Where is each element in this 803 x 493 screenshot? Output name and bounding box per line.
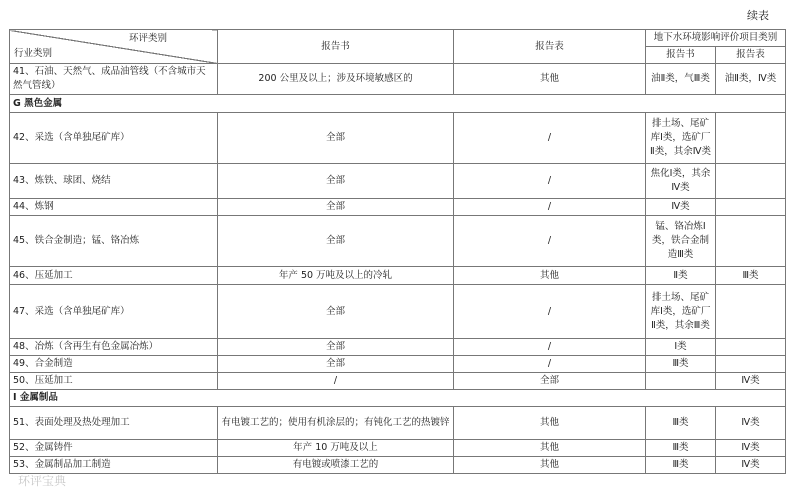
gw-report-book-cell: 锰、铬冶炼Ⅰ类，铁合金制造Ⅲ类 [646, 216, 716, 267]
table-row [10, 407, 786, 440]
report-book-cell: 全部 [218, 285, 454, 339]
industry-cell: 43、炼铁、球团、烧结 [10, 164, 218, 199]
gw-report-book-cell: 排土场、尾矿库Ⅰ类，选矿厂Ⅱ类，其余Ⅳ类 [646, 113, 716, 164]
report-book-cell: 全部 [218, 356, 454, 373]
gw-report-book-cell: 排土场、尾矿库Ⅰ类，选矿厂Ⅱ类，其余Ⅲ类 [646, 285, 716, 339]
report-table-cell: 其他 [454, 440, 646, 457]
report-table-cell: 其他 [454, 407, 646, 440]
gw-report-table-cell [716, 199, 786, 216]
report-book-cell: 全部 [218, 199, 454, 216]
section-title: G 黑色金属 [10, 95, 786, 113]
watermark: 环评宝典 [18, 474, 67, 488]
gw-report-book-cell: Ⅰ类 [646, 339, 716, 356]
continued-label: 续表 [747, 9, 769, 22]
table-row [10, 64, 786, 95]
gw-report-book-cell: Ⅲ类 [646, 440, 716, 457]
gw-report-table-cell [716, 339, 786, 356]
header-report-book: 报告书 [218, 30, 454, 64]
report-table-cell: / [454, 164, 646, 199]
section-row [10, 95, 786, 113]
gw-report-table-cell: Ⅳ类 [716, 457, 786, 474]
header-report-table: 报告表 [454, 30, 646, 64]
gw-report-table-cell: 油Ⅱ类，Ⅳ类 [716, 64, 786, 95]
industry-cell: 45、铁合金制造；锰、铬冶炼 [10, 216, 218, 267]
report-book-cell: 200 公里及以上；涉及环境敏感区的 [218, 64, 454, 95]
table-row [10, 164, 786, 199]
row-category-label: 行业类别 [14, 48, 53, 59]
gw-report-table-cell [716, 356, 786, 373]
report-book-cell: 年产 50 万吨及以上的冷轧 [218, 267, 454, 285]
header-groundwater-group: 地下水环境影响评价项目类别 [646, 30, 786, 47]
gw-report-table-cell: Ⅳ类 [716, 373, 786, 390]
gw-report-book-cell: Ⅲ类 [646, 356, 716, 373]
gw-report-book-cell: 油Ⅱ类，气Ⅲ类 [646, 64, 716, 95]
table-row [10, 267, 786, 285]
industry-cell: 51、表面处理及热处理加工 [10, 407, 218, 440]
industry-cell: 44、炼钢 [10, 199, 218, 216]
industry-cell: 42、采选（含单独尾矿库） [10, 113, 218, 164]
industry-cell: 47、采选（含单独尾矿库） [10, 285, 218, 339]
gw-report-table-cell [716, 285, 786, 339]
gw-report-table-cell [716, 216, 786, 267]
gw-report-book-cell: 焦化Ⅰ类，其余Ⅳ类 [646, 164, 716, 199]
table-row [10, 199, 786, 216]
gw-report-book-cell: Ⅱ类 [646, 267, 716, 285]
section-title: I 金属制品 [10, 390, 786, 407]
industry-cell: 48、冶炼（含再生有色金属冶炼） [10, 339, 218, 356]
col-category-label: 环评类别 [128, 33, 167, 44]
section-row [10, 390, 786, 407]
report-book-cell: 全部 [218, 113, 454, 164]
report-book-cell: 全部 [218, 164, 454, 199]
industry-cell: 46、压延加工 [10, 267, 218, 285]
gw-report-book-cell: Ⅳ类 [646, 199, 716, 216]
report-book-cell: 全部 [218, 339, 454, 356]
diagonal-header-cell [10, 30, 218, 64]
report-book-cell: 年产 10 万吨及以上 [218, 440, 454, 457]
table-row [10, 457, 786, 474]
report-table-cell: 其他 [454, 267, 646, 285]
gw-report-book-cell: Ⅲ类 [646, 457, 716, 474]
gw-report-table-cell: Ⅲ类 [716, 267, 786, 285]
gw-report-table-cell [716, 113, 786, 164]
gw-report-book-cell [646, 373, 716, 390]
industry-cell: 50、压延加工 [10, 373, 218, 390]
table-row [10, 373, 786, 390]
report-table-cell: / [454, 216, 646, 267]
table-row [10, 285, 786, 339]
report-table-cell: / [454, 113, 646, 164]
table-row [10, 356, 786, 373]
report-book-cell: / [218, 373, 454, 390]
eia-classification-table [9, 29, 786, 474]
report-table-cell: 全部 [454, 373, 646, 390]
report-book-cell: 全部 [218, 216, 454, 267]
report-book-cell: 有电镀工艺的；使用有机涂层的；有钝化工艺的热镀锌 [218, 407, 454, 440]
industry-cell: 53、金属制品加工制造 [10, 457, 218, 474]
gw-report-table-cell: Ⅳ类 [716, 440, 786, 457]
table-row [10, 339, 786, 356]
report-table-cell: 其他 [454, 64, 646, 95]
header-gw-report-table: 报告表 [716, 47, 786, 64]
industry-cell: 49、合金制造 [10, 356, 218, 373]
industry-cell: 41、石油、天然气、成品油管线（不含城市天然气管线） [10, 64, 218, 95]
industry-cell: 52、金属铸件 [10, 440, 218, 457]
report-table-cell: / [454, 285, 646, 339]
gw-report-table-cell [716, 164, 786, 199]
gw-report-table-cell: Ⅳ类 [716, 407, 786, 440]
report-book-cell: 有电镀或喷漆工艺的 [218, 457, 454, 474]
table-row [10, 216, 786, 267]
table-row [10, 440, 786, 457]
header-gw-report-book: 报告书 [646, 47, 716, 64]
report-table-cell: / [454, 339, 646, 356]
gw-report-book-cell: Ⅲ类 [646, 407, 716, 440]
header-row [10, 30, 786, 47]
report-table-cell: 其他 [454, 457, 646, 474]
report-table-cell: / [454, 199, 646, 216]
table-row [10, 113, 786, 164]
report-table-cell: / [454, 356, 646, 373]
